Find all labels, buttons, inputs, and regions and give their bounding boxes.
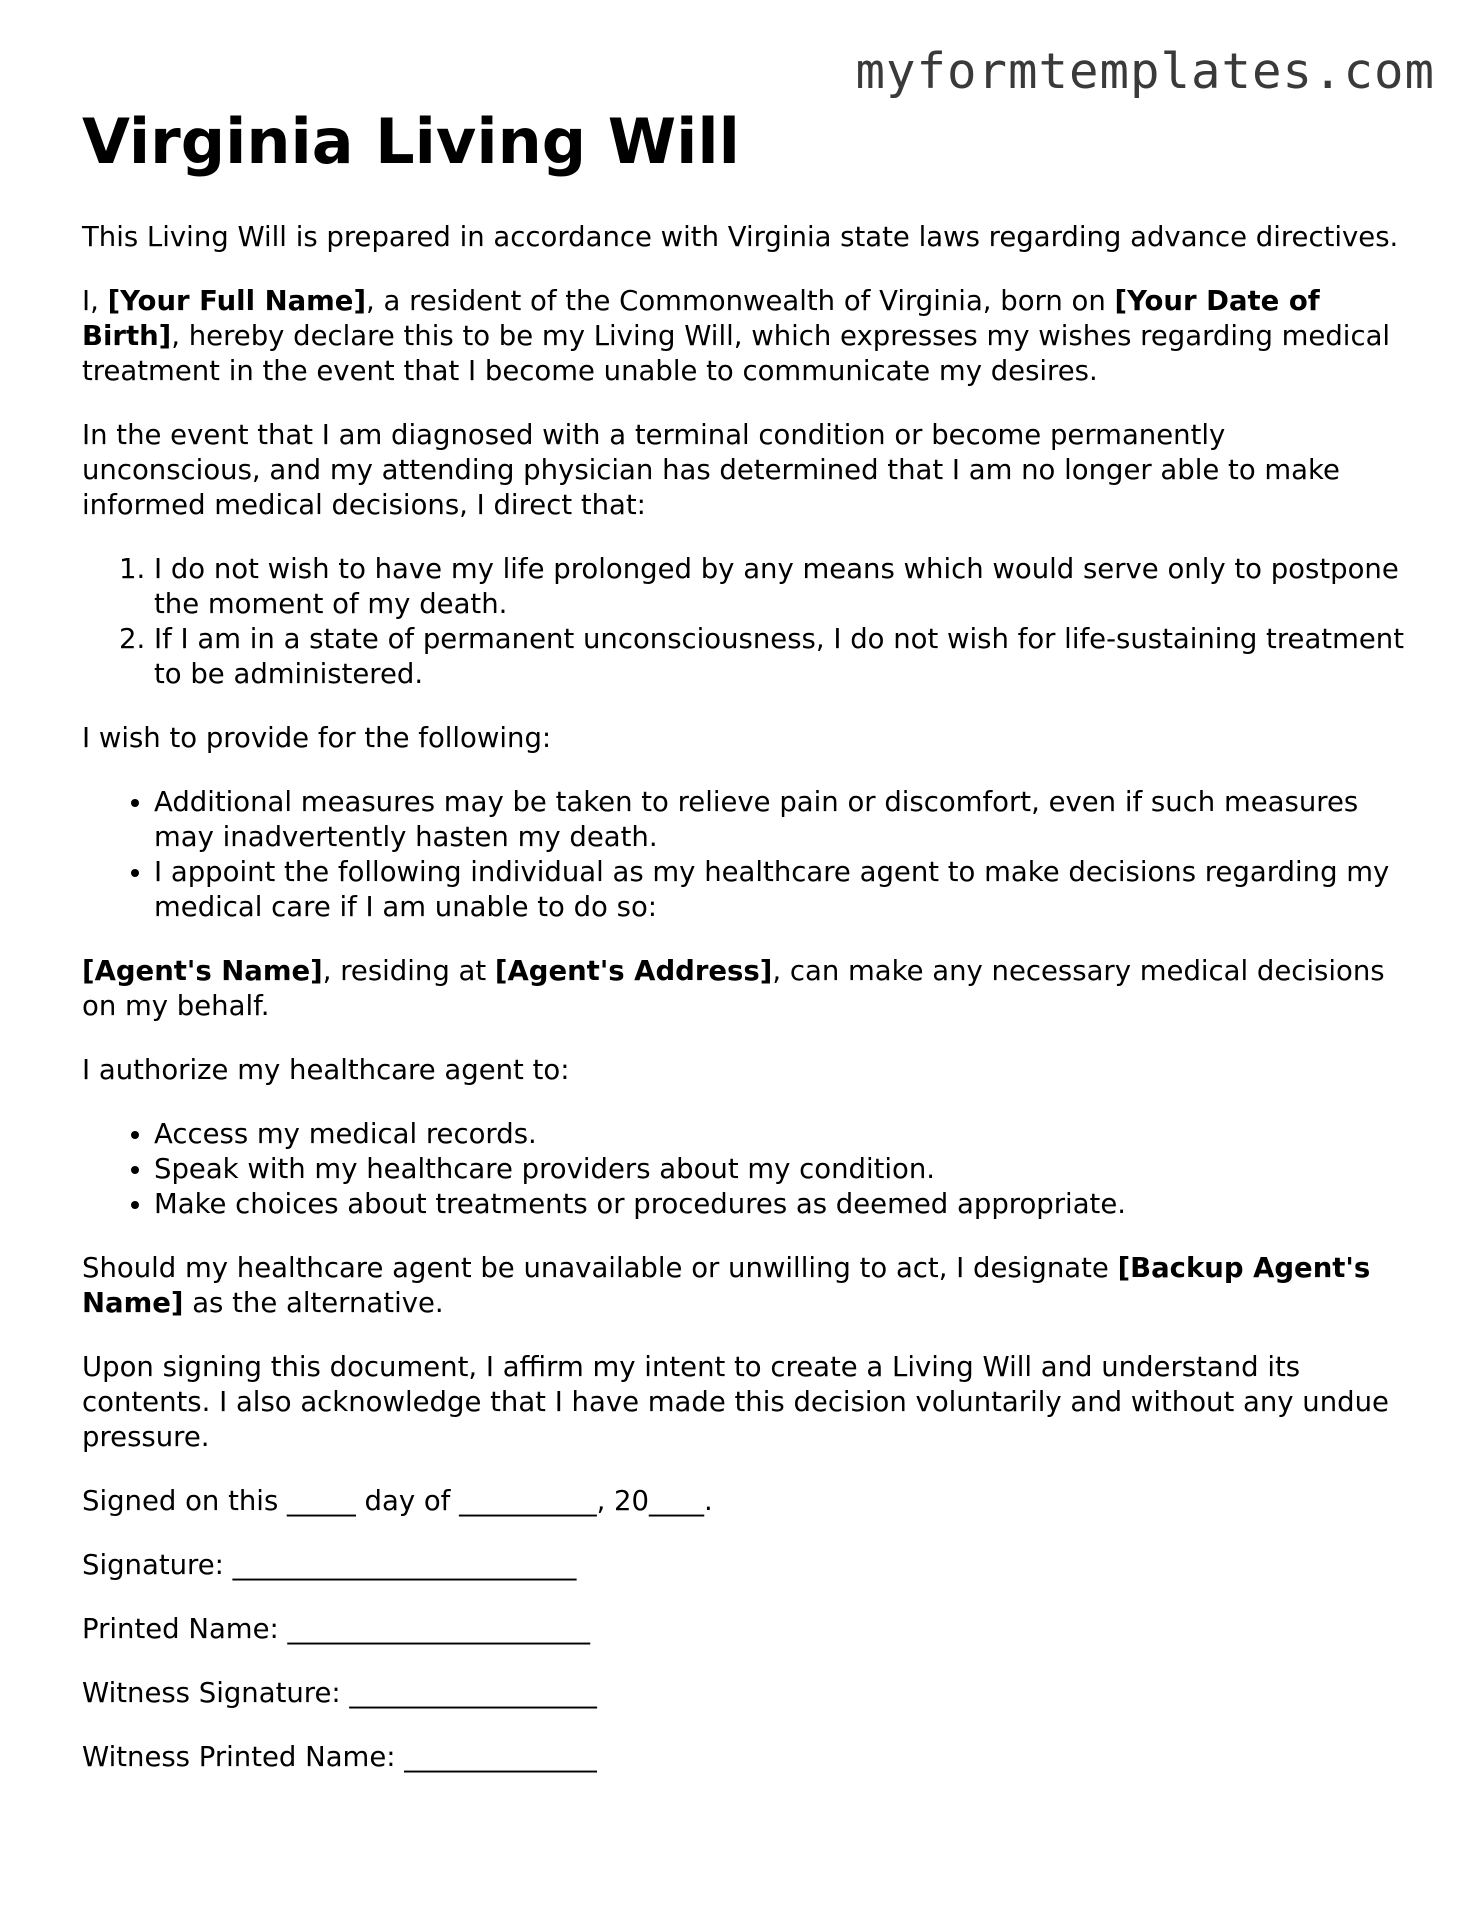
printed-name-line: Printed Name: ______________________ bbox=[82, 1613, 591, 1646]
document bbox=[82, 105, 1412, 1804]
provision-item: • Additional measures may be taken to relieve pain or discomfort, even if such measures may inadvertently hasten my death. bbox=[154, 785, 1412, 855]
authorizations-list bbox=[82, 1117, 1412, 1222]
directive-item: 1. I do not wish to have my life prolonged by any means which would serve only to postpone the moment of my death. bbox=[154, 552, 1412, 622]
backup-suffix: as the alternative. bbox=[183, 1287, 444, 1320]
provisions-list bbox=[82, 785, 1412, 925]
agent-middle: , residing at bbox=[322, 955, 495, 988]
dob-placeholder: [Your Date of Birth] bbox=[82, 285, 1320, 353]
declaration-middle: , a resident of the Commonwealth of Virginia, born on bbox=[366, 285, 1115, 318]
agent-suffix: , can make any necessary medical decisions on my behalf. bbox=[82, 955, 1385, 1023]
directive-item: 2. If I am in a state of permanent unconsciousness, I do not wish for life-sustaining treatment to be administered. bbox=[154, 622, 1412, 692]
witness-printed-name-line: Witness Printed Name: ______________ bbox=[82, 1741, 597, 1774]
full-name-placeholder: [Your Full Name] bbox=[107, 285, 367, 318]
condition-paragraph: In the event that I am diagnosed with a terminal condition or become permanently unconscious, and my attending physician has determined that I am no longer able to make informed medical decisions, I direct that: bbox=[82, 419, 1340, 522]
witness-signature-line: Witness Signature: __________________ bbox=[82, 1677, 597, 1710]
backup-prefix: Should my healthcare agent be unavailable or unwilling to act, I designate bbox=[82, 1252, 1118, 1285]
signed-date-line: Signed on this _____ day of __________, 20____. bbox=[82, 1485, 713, 1518]
declaration-suffix: , hereby declare this to be my Living Will, which expresses my wishes regarding medical treatment in the event that I become unable to communicate my desires. bbox=[82, 320, 1391, 388]
provide-intro: I wish to provide for the following: bbox=[82, 722, 552, 755]
agent-paragraph bbox=[82, 954, 1412, 1024]
authorization-item: • Speak with my healthcare providers about my condition. bbox=[154, 1152, 1412, 1187]
authorization-item: • Access my medical records. bbox=[154, 1117, 1412, 1152]
intro-paragraph: This Living Will is prepared in accordance with Virginia state laws regarding advance directives. bbox=[82, 221, 1399, 254]
authorize-intro: I authorize my healthcare agent to: bbox=[82, 1054, 570, 1087]
directives-list bbox=[82, 552, 1412, 692]
authorization-item: • Make choices about treatments or procedures as deemed appropriate. bbox=[154, 1187, 1412, 1222]
declaration-paragraph bbox=[82, 284, 1412, 389]
watermark: myformtemplates.com bbox=[855, 43, 1435, 100]
backup-paragraph bbox=[82, 1251, 1412, 1321]
affirmation-paragraph: Upon signing this document, I affirm my intent to create a Living Will and understand its contents. I also acknowledge that I have made this decision voluntarily and without any undue pressure. bbox=[82, 1351, 1389, 1454]
declaration-prefix: I, bbox=[82, 285, 108, 318]
agent-name-placeholder: [Agent's Name] bbox=[82, 955, 323, 988]
document-title: Virginia Living Will bbox=[82, 105, 740, 178]
provision-item: • I appoint the following individual as my healthcare agent to make decisions regarding my medical care if I am unable to do so: bbox=[154, 855, 1412, 925]
signature-line: Signature: _________________________ bbox=[82, 1549, 577, 1582]
backup-agent-placeholder: [Backup Agent's Name] bbox=[82, 1252, 1371, 1320]
agent-address-placeholder: [Agent's Address] bbox=[494, 955, 773, 988]
